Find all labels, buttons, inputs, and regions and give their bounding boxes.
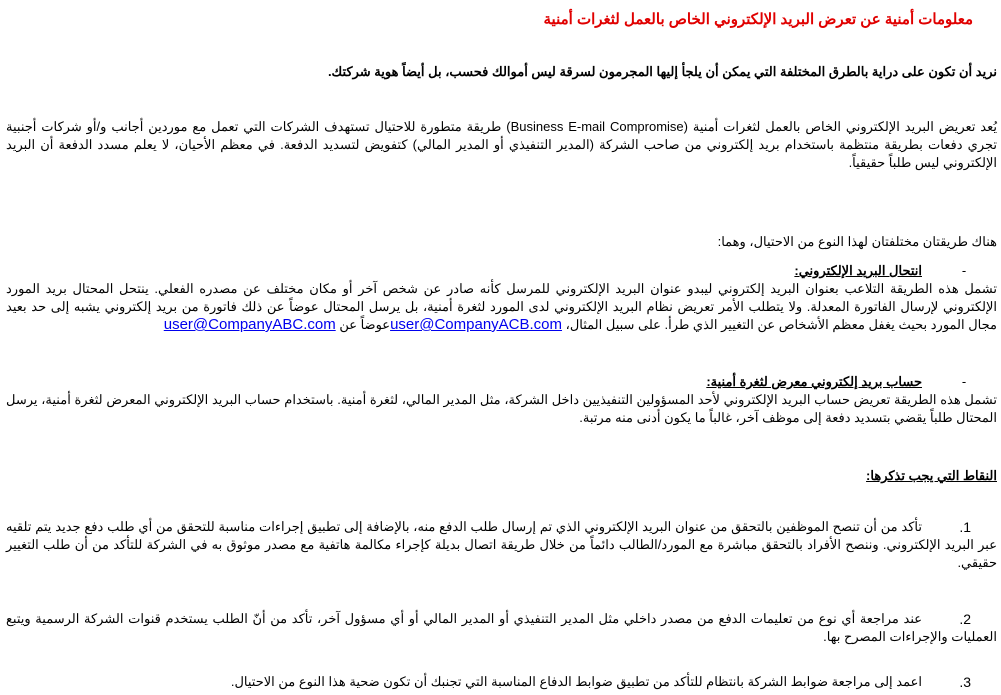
method-email-spoofing (6, 262, 997, 334)
tip-number: 1. (959, 519, 971, 535)
tip-text (6, 673, 997, 691)
tip-item (6, 518, 997, 572)
original-email-link[interactable]: user@CompanyABC.com (163, 316, 336, 333)
bullet-marker: - (961, 263, 967, 278)
tip-item (6, 673, 997, 691)
tip-text (6, 610, 997, 646)
page-title: معلومات أمنية عن تعرض البريد الإلكتروني الخاص بالعمل لثغرات أمنية (543, 11, 973, 28)
connector-text: عوضاً عن (335, 317, 391, 332)
method-body: تشمل هذه الطريقة تعريض حساب البريد الإلكتروني لأحد المسؤولين التنفيذيين داخل الشركة، مثل المدير المالي، لثغرة أمنية. باستخدام حساب البريد الإلكتروني المعرض لثغرة أمنية، يرسل المحتال طلباً يقضي بتسديد دفعة إلى موظف آخر، غالباً ما يكون أدنى منه مرتبة. (6, 392, 997, 425)
bullet-marker: - (961, 374, 967, 389)
tip-text-body: اعمد إلى مراجعة ضوابط الشركة بانتظام للتأكد من تطبيق ضوابط الدفاع المناسبة التي تجنبك أن تكون ضحية هذا النوع من الاحتيال. (230, 674, 922, 689)
intro-text: نريد أن تكون على دراية بالطرق المختلفة التي يمكن أن يلجأ إليها المجرمون لسرقة ليس أموالك فحسب، بل أيضاً هوية شركتك. (327, 64, 997, 79)
bec-description: يُعد تعريض البريد الإلكتروني الخاص بالعمل لثغرات أمنية (Business E-mail Compromise) طريقة متطورة للاحتيال تستهدف الشركات التي تعمل مع موردين أجانب و/أو شركات أجنبية تجري دفعات بطريقة منتظمة باستخدام بريد إلكتروني من صاحب الشركة (المدير التنفيذي أو المدير المالي) كتفويض لتسديد الدفعة. في معظم الأحيان، لا يعلم مسدد الدفعة أن البريد الإلكتروني ليس طلباً حقيقياً. (6, 119, 997, 170)
method-heading: انتحال البريد الإلكتروني: (794, 263, 922, 278)
methods-intro: هناك طريقتان مختلفتان لهذا النوع من الاحتيال، وهما: (717, 234, 997, 249)
tip-text-body: عند مراجعة أي نوع من تعليمات الدفع من مصدر داخلي مثل المدير التنفيذي أو المدير المالي أو أي مسؤول آخر، تأكد من أنّ الطلب يستخدم قنوات الشركة الرسمية ويتبع العمليات والإجراءات المصرح بها. (6, 611, 997, 644)
tip-number: 3. (959, 674, 971, 690)
method-body-text: تشمل هذه الطريقة التلاعب بعنوان البريد إلكتروني ليبدو عنوان البريد الإلكتروني للمرسل كأنه صادر عن شخص آخر أو مكان مختلف عن مصدره الفعلي. ينتحل المحتال بريد المورد الإلكتروني لإرسال الفاتورة المعدلة. ولا يتطلب الأمر تعريض نظام البريد الإلكتروني لدى المورد لثغرة أمنية، بل يرسل المحتال عوضاً عن ذلك فاتورة من بريد إلكتروني يشبه إلى حد بعيد مجال المورد بحيث يغفل معظم الأشخاص عن التغيير الذي طرأ. على سبيل المثال، (6, 281, 997, 332)
tip-text (6, 518, 997, 572)
spoofed-email-link[interactable]: user@CompanyACB.com (390, 316, 563, 333)
tip-item (6, 610, 997, 646)
remember-heading: النقاط التي يجب تذكرها: (866, 468, 997, 483)
tip-text-body: تأكد من أن تنصح الموظفين بالتحقق من عنوان البريد الإلكتروني الذي تم إرسال طلب الدفع منه، بالإضافة إلى تطبيق إجراءات مناسبة للتحقق من أي طلب دفع جديد يتم تلقيه عبر البريد الإلكتروني. وننصح الأفراد بالتحقق مباشرة مع المورد/الطالب دائماً من خلال طريقة اتصال بديلة كإجراء مكالمة هاتفية مع مصدر موثوق به في الشركة للتأكد من أن طلب التغيير حقيقي. (6, 519, 997, 570)
method-body (6, 280, 997, 334)
method-heading: حساب بريد إلكتروني معرض لثغرة أمنية: (706, 374, 922, 389)
tip-number: 2. (959, 611, 971, 627)
method-compromised-account (6, 373, 997, 427)
